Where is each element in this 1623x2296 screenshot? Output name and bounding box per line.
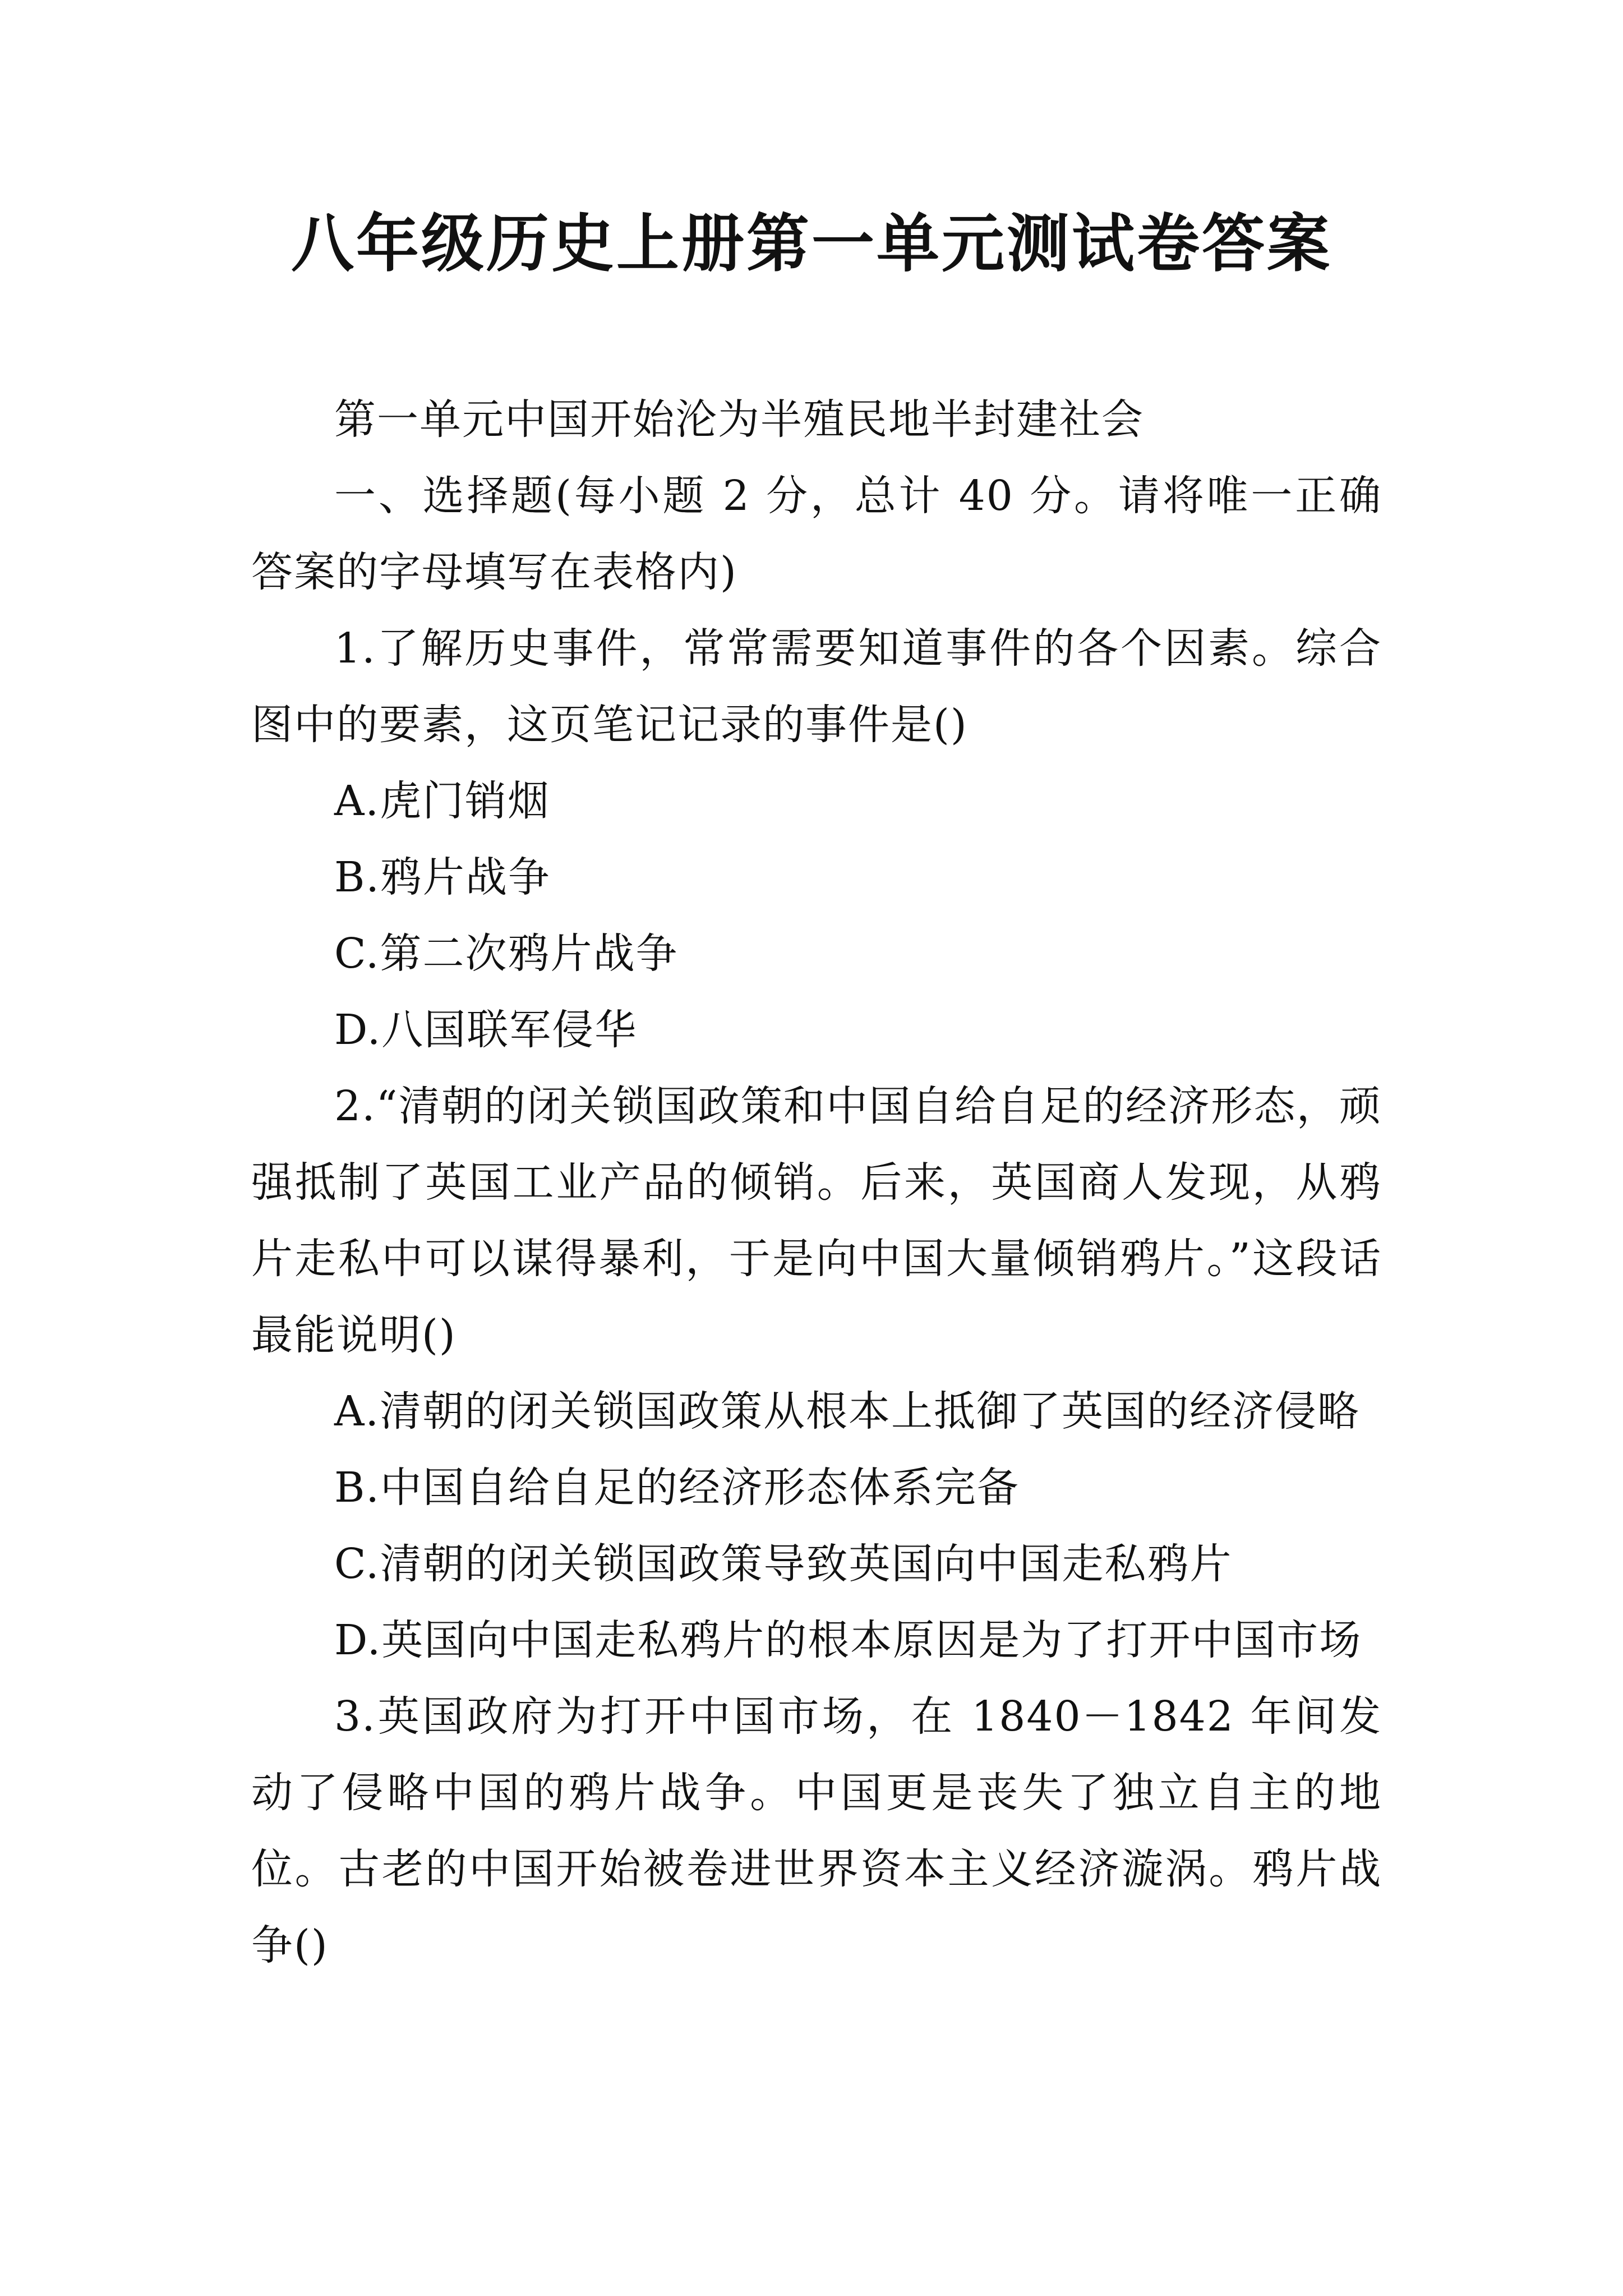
document-body <box>251 381 1382 1984</box>
question-1-option-a: A.虎门销烟 <box>334 777 550 825</box>
question-2-option-d: D.英国向中国走私鸦片的根本原因是为了打开中国市场 <box>334 1616 1362 1664</box>
question-2-option-a: A.清朝的闭关锁国政策从根本上抵御了英国的经济侵略 <box>334 1387 1360 1435</box>
document-title: 八年级历史上册第一单元测试卷答案 <box>291 207 1332 280</box>
unit-heading: 第一单元中国开始沦为半殖民地半封建社会 <box>334 395 1144 444</box>
question-2-option-b: B.中国自给自足的经济形态体系完备 <box>334 1464 1020 1512</box>
section-heading: 一、选择题(每小题 2 分，总计 40 分。请将唯一正确答案的字母填写在表格内) <box>251 472 1382 596</box>
question-1-option-d: D.八国联军侵华 <box>334 1006 638 1054</box>
question-3: 3.英国政府为打开中国市场，在 1840－1842 年间发动了侵略中国的鸦片战争。中国更是丧失了独立自主的地位。古老的中国开始被卷进世界资本主义经济漩涡。鸦片战争() <box>251 1692 1382 1970</box>
question-2-option-c: C.清朝的闭关锁国政策导致英国向中国走私鸦片 <box>334 1540 1233 1588</box>
question-1: 1.了解历史事件，常常需要知道事件的各个因素。综合图中的要素，这页笔记记录的事件是() <box>251 624 1382 749</box>
question-1-option-c: C.第二次鸦片战争 <box>334 930 679 978</box>
question-2: 2.“清朝的闭关锁国政策和中国自给自足的经济形态，顽强抵制了英国工业产品的倾销。后来，英国商人发现，从鸦片走私中可以谋得暴利，于是向中国大量倾销鸦片。”这段话最能说明() <box>251 1082 1382 1359</box>
question-1-option-b: B.鸦片战争 <box>334 853 551 901</box>
